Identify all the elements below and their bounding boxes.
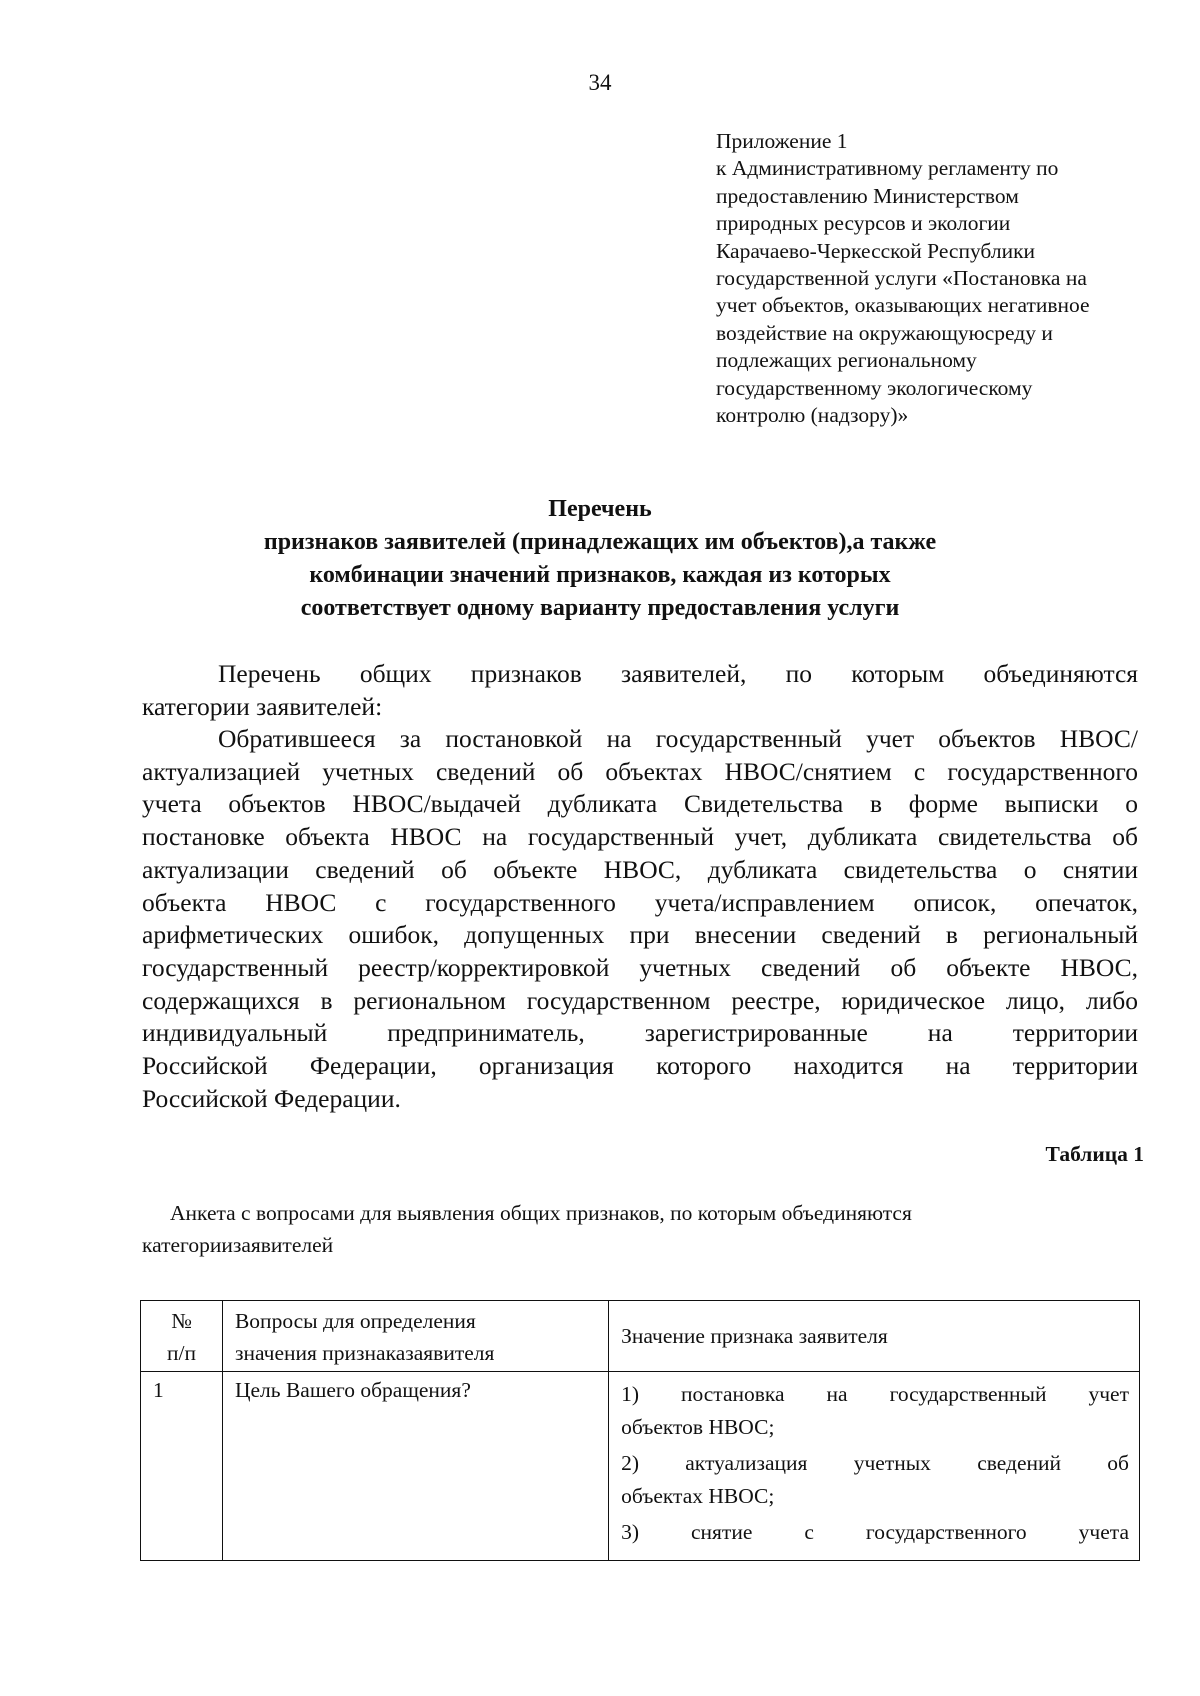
title-line: Перечень xyxy=(548,496,652,522)
header-question-cell xyxy=(222,1301,608,1372)
document-title xyxy=(0,493,1200,625)
page-number: 34 xyxy=(588,70,612,95)
paragraph-line: актуализацией учетных сведений об объектах НВОС/снятием с государственного xyxy=(142,756,1138,786)
paragraph-line: содержащихся в региональном государственном реестре, юридическое лицо, либо xyxy=(142,985,1138,1015)
paragraph-line: индивидуальный предприниматель, зарегистрированные на территории xyxy=(142,1018,1138,1048)
appendix-line: государственной услуги «Постановка на xyxy=(716,266,1087,291)
table-label: Таблица 1 xyxy=(1045,1142,1144,1166)
header-value-cell: Значение признака заявителя xyxy=(609,1301,1140,1372)
header-number-line: № xyxy=(171,1309,192,1333)
value-option-line: объектах НВОС; xyxy=(621,1484,775,1508)
value-option-line: 3) снятие с государственного учета xyxy=(621,1520,1129,1544)
appendix-line: Карачаево-Черкесской Республики xyxy=(716,238,1036,263)
appendix-line: воздействие на окружающуюсреду и xyxy=(716,320,1053,345)
appendix-line: государственному экологическому xyxy=(716,375,1033,400)
paragraph-line: Российской Федерации, организация которого находится на территории xyxy=(142,1051,1138,1081)
header-question-line: значения признаказаявителя xyxy=(234,1341,495,1365)
row-value-cell xyxy=(609,1372,1140,1561)
value-option-line: 2) актуализация учетных сведений об xyxy=(621,1451,1129,1475)
appendix-line: природных ресурсов и экологии xyxy=(716,211,1011,236)
paragraph-line: постановке объекта НВОС на государственный учет, дубликата свидетельства об xyxy=(142,822,1138,852)
paragraph-line: государственный реестр/корректировкой учетных сведений об объекте НВОС, xyxy=(142,952,1138,982)
appendix-line: контролю (надзору)» xyxy=(716,403,909,428)
appendix-line: Приложение 1 xyxy=(716,129,848,153)
appendix-line: к Административному регламенту по xyxy=(716,156,1059,181)
value-option-line: 1) постановка на государственный учет xyxy=(621,1382,1129,1406)
value-option-line: объектов НВОС; xyxy=(621,1415,775,1439)
header-number-cell xyxy=(141,1301,223,1372)
paragraph-line: арифметических ошибок, допущенных при внесении сведений в региональный xyxy=(142,920,1138,950)
paragraph-applicant-description xyxy=(142,723,1138,1115)
survey-table xyxy=(140,1300,1140,1561)
caption-line: категориизаявителей xyxy=(142,1233,334,1257)
paragraph-line: Обратившееся за постановкой на государственный учет объектов НВОС/ xyxy=(218,724,1138,753)
paragraph-line: Российской Федерации. xyxy=(142,1083,401,1113)
appendix-line: предоставлению Министерством xyxy=(716,183,1019,208)
appendix-line: учет объектов, оказывающих негативное xyxy=(716,293,1090,318)
value-option xyxy=(621,1447,1129,1513)
value-option xyxy=(621,1378,1129,1444)
paragraph-line: Перечень общих признаков заявителей, по которым объединяются xyxy=(218,659,1138,688)
appendix-block xyxy=(716,128,1156,429)
paragraph-line: категории заявителей: xyxy=(142,691,383,721)
table-row xyxy=(141,1372,1140,1561)
paragraph-line: объекта НВОС с государственного учета/исправлением описок, опечаток, xyxy=(142,887,1138,917)
appendix-line: подлежащих региональному xyxy=(716,348,977,373)
header-question-line: Вопросы для определения xyxy=(234,1309,476,1333)
paragraph-line: учета объектов НВОС/выдачей дубликата Свидетельства в форме выписки о xyxy=(142,789,1138,819)
row-question-cell: Цель Вашего обращения? xyxy=(222,1372,608,1561)
paragraph-general-criteria xyxy=(142,658,1138,723)
header-number-line: п/п xyxy=(166,1341,196,1365)
title-line: соответствует одному варианту предоставления услуги xyxy=(300,595,900,621)
value-option xyxy=(621,1516,1129,1549)
row-number-cell: 1 xyxy=(141,1372,223,1561)
paragraph-line: актуализации сведений об объекте НВОС, дубликата свидетельства о снятии xyxy=(142,854,1138,884)
table-header-row xyxy=(141,1301,1140,1372)
caption-line: Анкета с вопросами для выявления общих признаков, по которым объединяются xyxy=(170,1201,912,1225)
title-line: признаков заявителей (принадлежащих им объектов),а также xyxy=(263,529,937,555)
title-line: комбинации значений признаков, каждая из которых xyxy=(309,562,891,588)
table-caption xyxy=(142,1197,1142,1261)
